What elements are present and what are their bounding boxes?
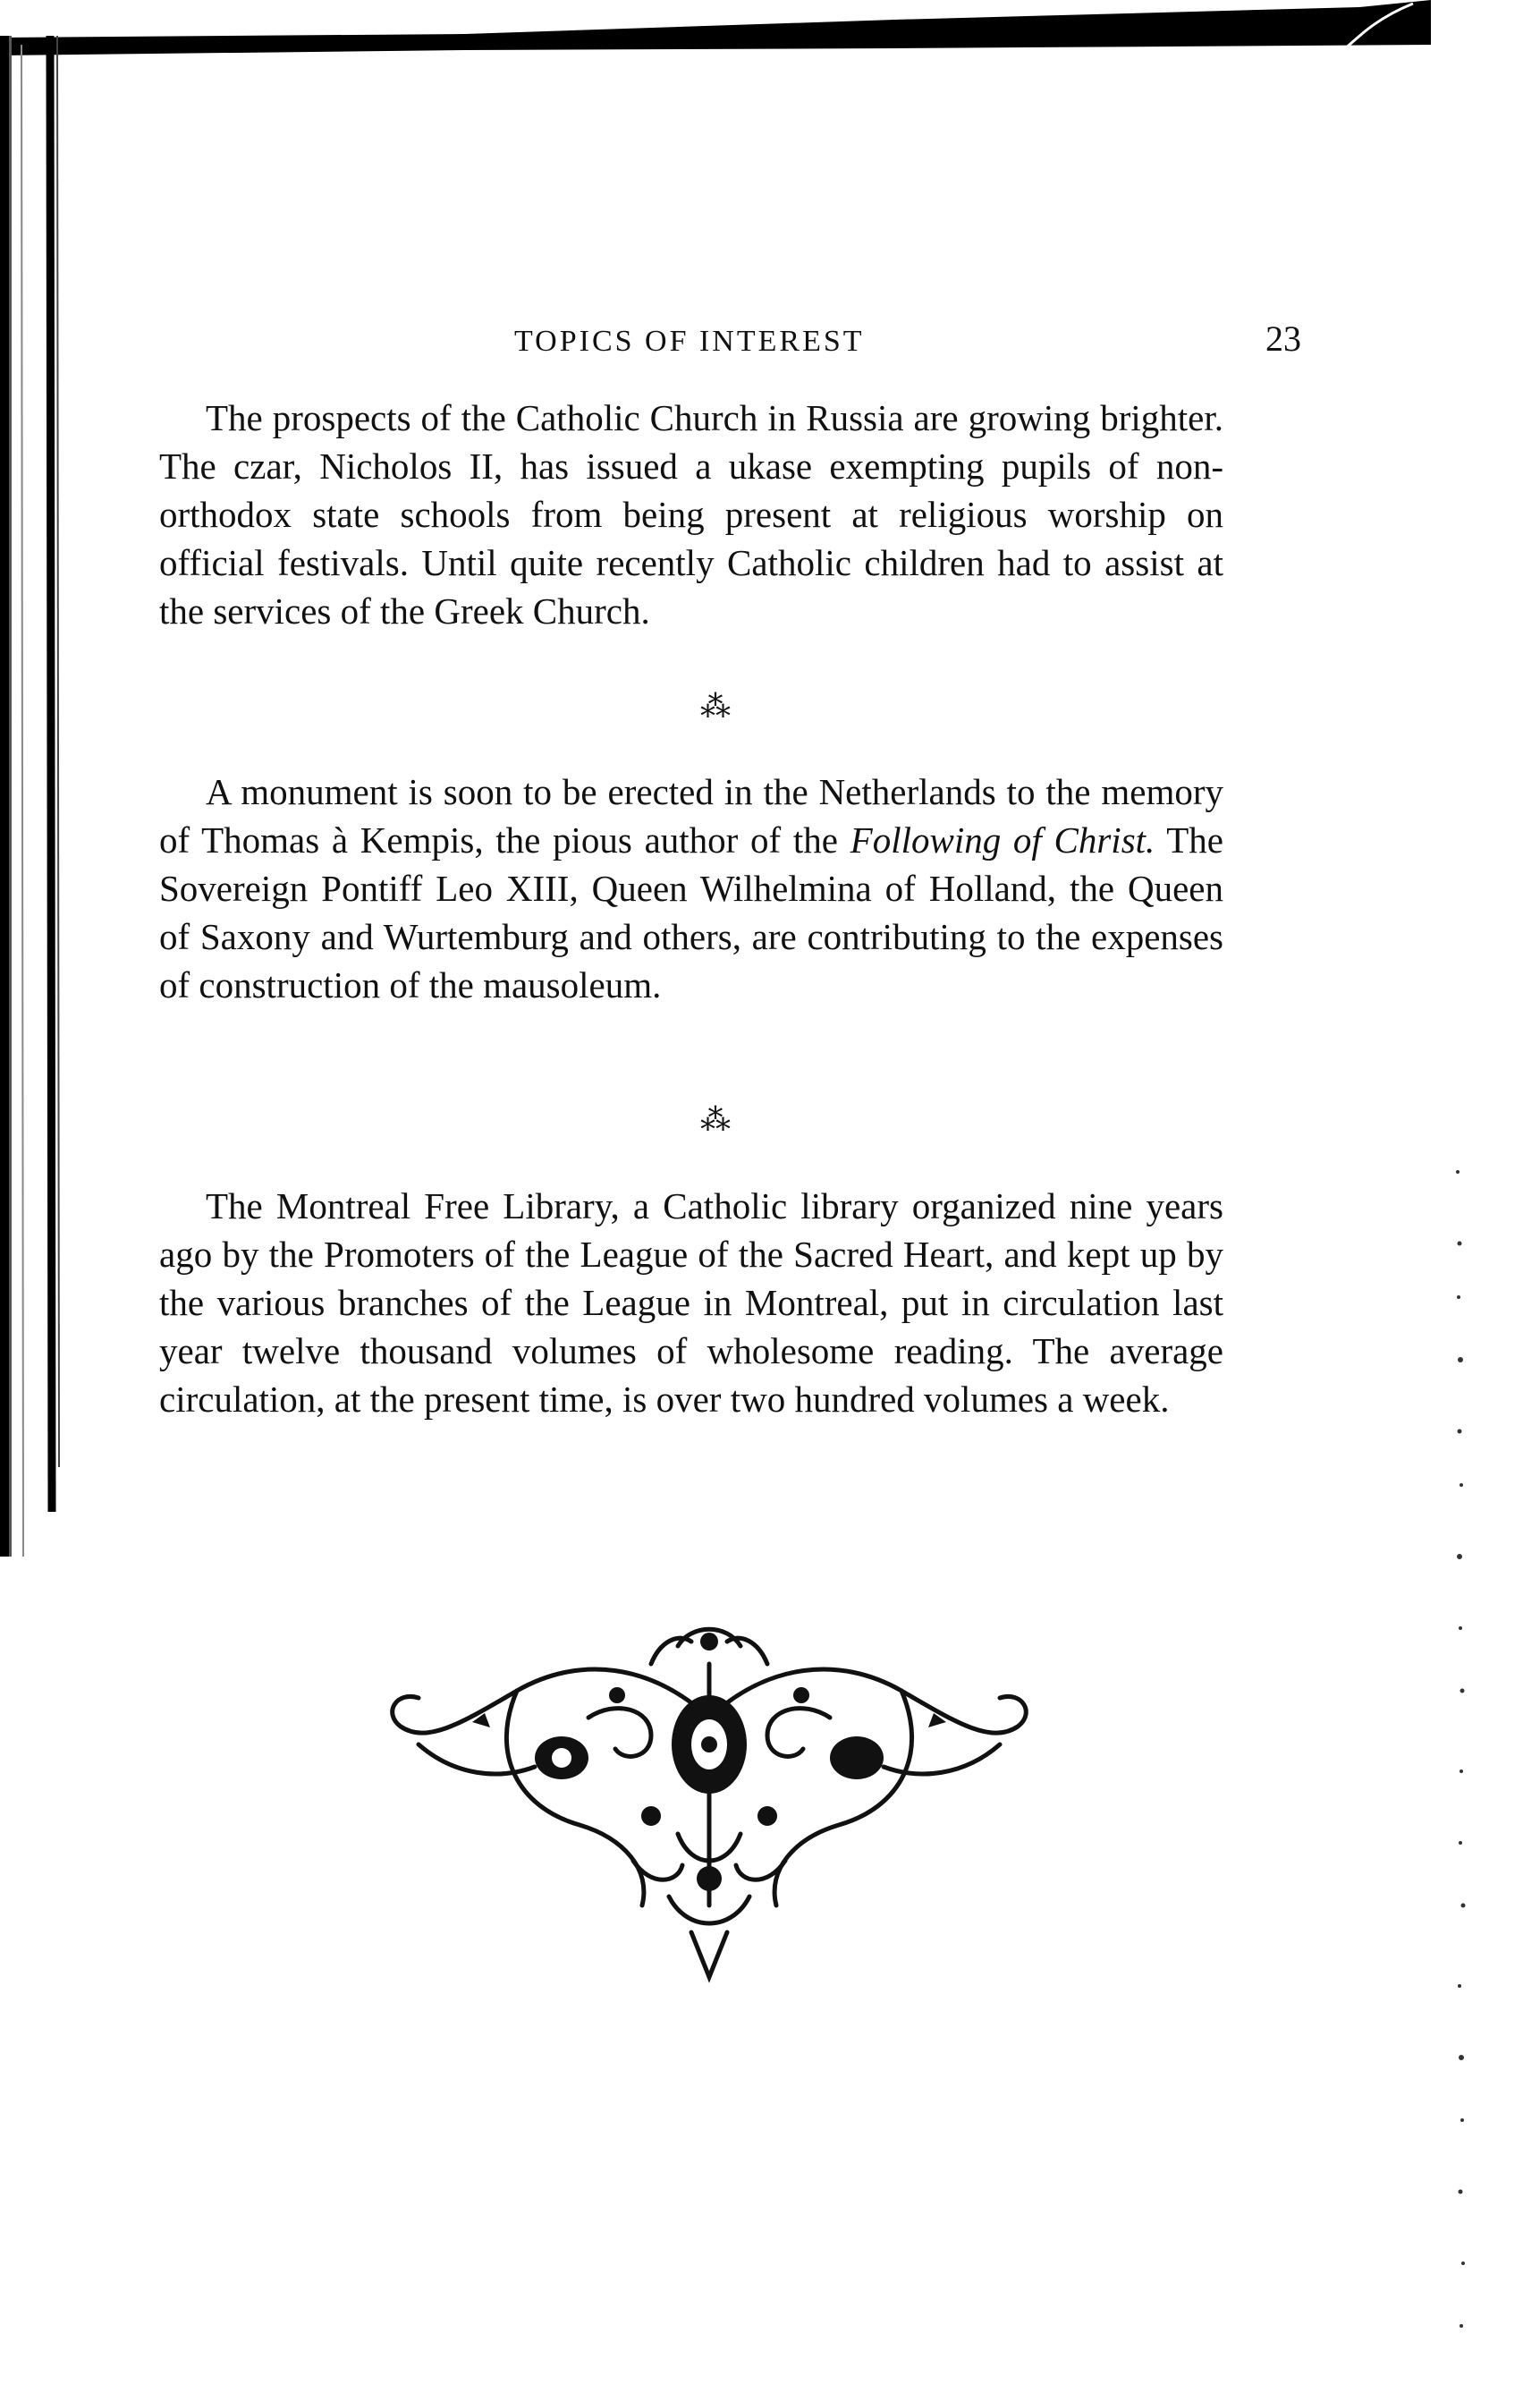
running-head <box>514 318 1498 371</box>
paragraph-text: A monument is soon to be erected in the Netherlands to the memory of Thomas à Kempis, the pious author of the <box>159 771 1223 861</box>
scan-binding-shadow <box>0 36 72 1557</box>
paragraph-russia: The prospects of the Catholic Church in Russia are growing brighter. The czar, Nicholos II, has issued a ukase exempting pupils of non-orthodox state schools from being present at religious worship on official festivals. Until quite recently Catholic children had to assist at the services of the Greek Church. <box>159 397 1223 632</box>
asterism-separator: ⁂ <box>700 691 731 724</box>
scan-top-edge <box>0 0 1431 55</box>
scan-right-edge-specks <box>1449 1145 1520 2353</box>
floral-tailpiece-icon <box>383 1610 1036 1986</box>
paragraph-text: The Sovereign Pontiff Leo XIII, Queen Wilhelmina of Holland, the Queen of Saxony and Wurtemburg and others, are contributing to the expenses of construction of the mausoleum. <box>159 819 1223 1006</box>
asterism-separator: ⁂ <box>700 1104 731 1137</box>
book-title-italic: Following of Christ. <box>850 819 1155 861</box>
paragraph-montreal-library: The Montreal Free Library, a Catholic library organized nine years ago by the Promoters of the League of the Sacred Heart, and kept up by the various branches of the League in Montreal, put in circulation last year twelve thousand volumes of wholesome reading. The average circulation, at the present time, is over two hundred volumes a week. <box>159 1185 1223 1420</box>
paragraph-monument <box>159 768 1223 1009</box>
page-number: 23 <box>1265 318 1301 359</box>
running-title: TOPICS OF INTEREST <box>514 325 865 358</box>
